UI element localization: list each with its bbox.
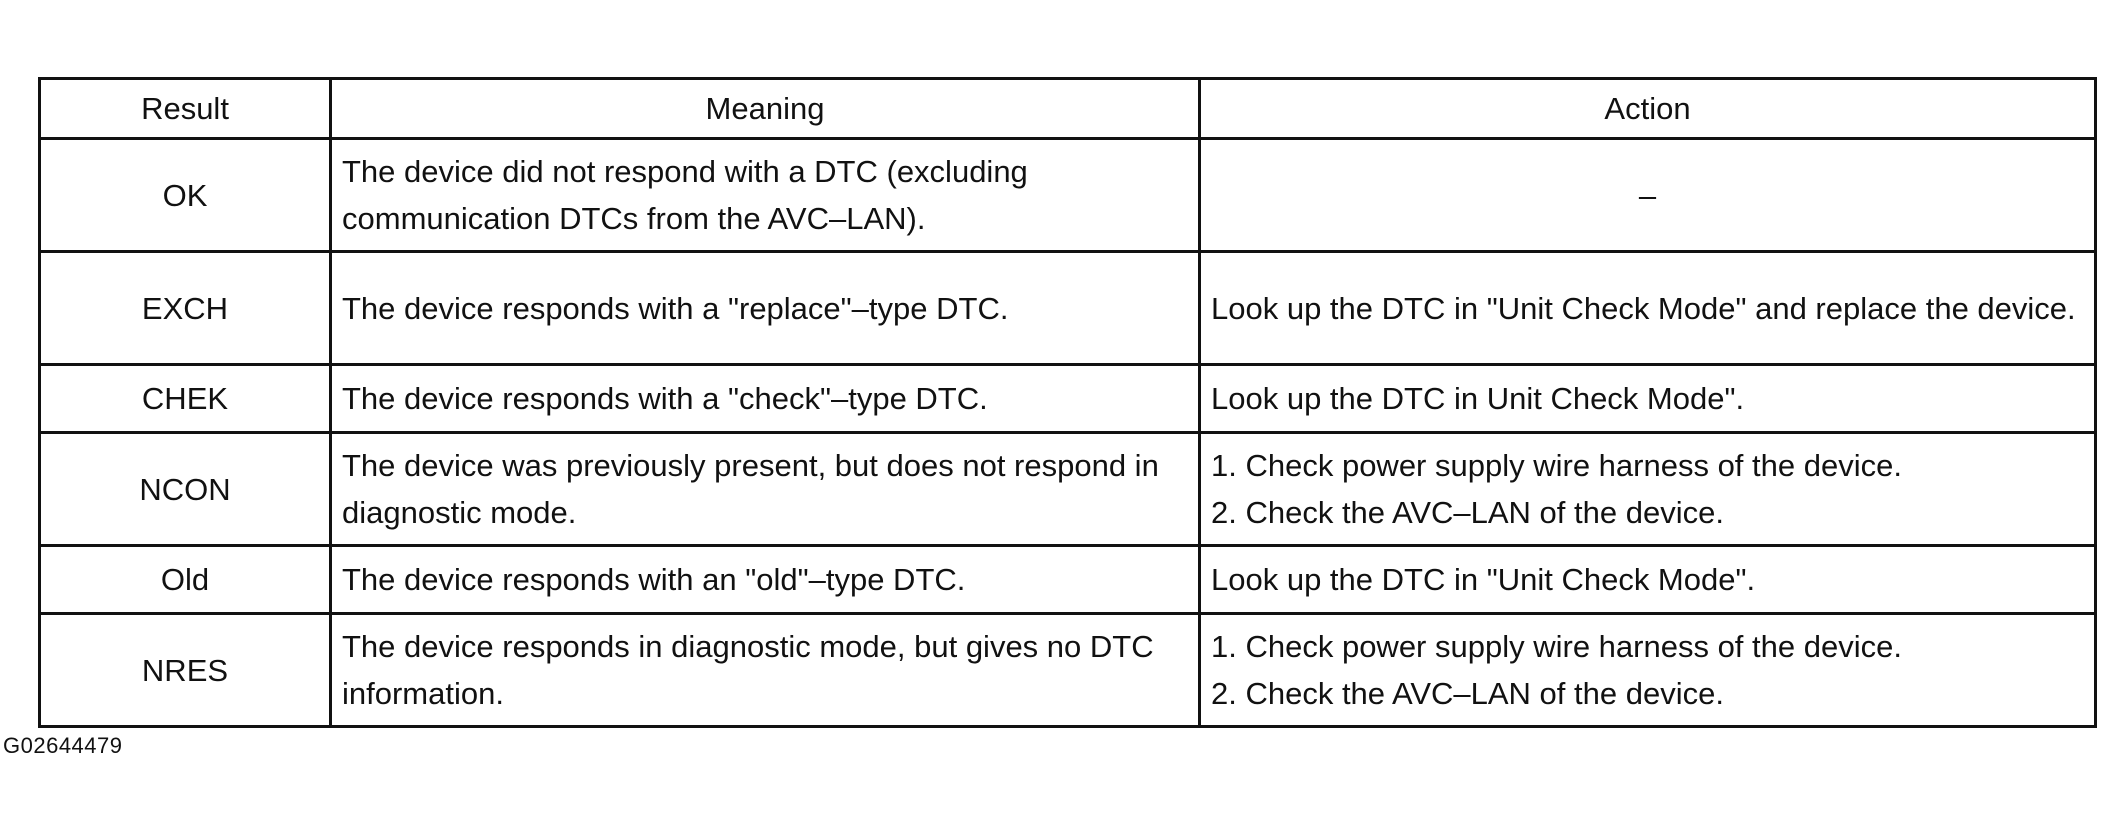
action-step: 1. Check power supply wire harness of the device. xyxy=(1211,629,1902,664)
action-step: 2. Check the AVC–LAN of the device. xyxy=(1211,676,1724,711)
table-row-exch xyxy=(40,252,2096,365)
action-cell: Look up the DTC in Unit Check Mode". xyxy=(1200,365,2096,433)
action-cell xyxy=(1200,433,2096,546)
result-cell: NRES xyxy=(40,614,331,727)
header-row xyxy=(40,79,2096,139)
action-cell xyxy=(1200,614,2096,727)
table-row-nres xyxy=(40,614,2096,727)
meaning-cell: The device responds with a "replace"–type DTC. xyxy=(331,252,1200,365)
action-step: 2. Check the AVC–LAN of the device. xyxy=(1211,495,1724,530)
result-cell: OK xyxy=(40,139,331,252)
dtc-result-table xyxy=(38,77,2097,728)
action-cell: Look up the DTC in "Unit Check Mode" and replace the device. xyxy=(1200,252,2096,365)
meaning-cell: The device did not respond with a DTC (excluding communication DTCs from the AVC–LAN). xyxy=(331,139,1200,252)
result-cell: CHEK xyxy=(40,365,331,433)
result-cell: NCON xyxy=(40,433,331,546)
header-result: Result xyxy=(40,79,331,139)
meaning-cell: The device was previously present, but does not respond in diagnostic mode. xyxy=(331,433,1200,546)
meaning-cell: The device responds in diagnostic mode, but gives no DTC information. xyxy=(331,614,1200,727)
result-cell: Old xyxy=(40,546,331,614)
table-row-chek xyxy=(40,365,2096,433)
meaning-cell: The device responds with an "old"–type DTC. xyxy=(331,546,1200,614)
action-cell: – xyxy=(1200,139,2096,252)
meaning-cell: The device responds with a "check"–type DTC. xyxy=(331,365,1200,433)
result-cell: EXCH xyxy=(40,252,331,365)
header-meaning: Meaning xyxy=(331,79,1200,139)
table-row-ok xyxy=(40,139,2096,252)
header-action: Action xyxy=(1200,79,2096,139)
action-step: 1. Check power supply wire harness of the device. xyxy=(1211,448,1902,483)
table-row-ncon xyxy=(40,433,2096,546)
table-row-old xyxy=(40,546,2096,614)
action-cell: Look up the DTC in "Unit Check Mode". xyxy=(1200,546,2096,614)
figure-id: G02644479 xyxy=(3,733,123,758)
